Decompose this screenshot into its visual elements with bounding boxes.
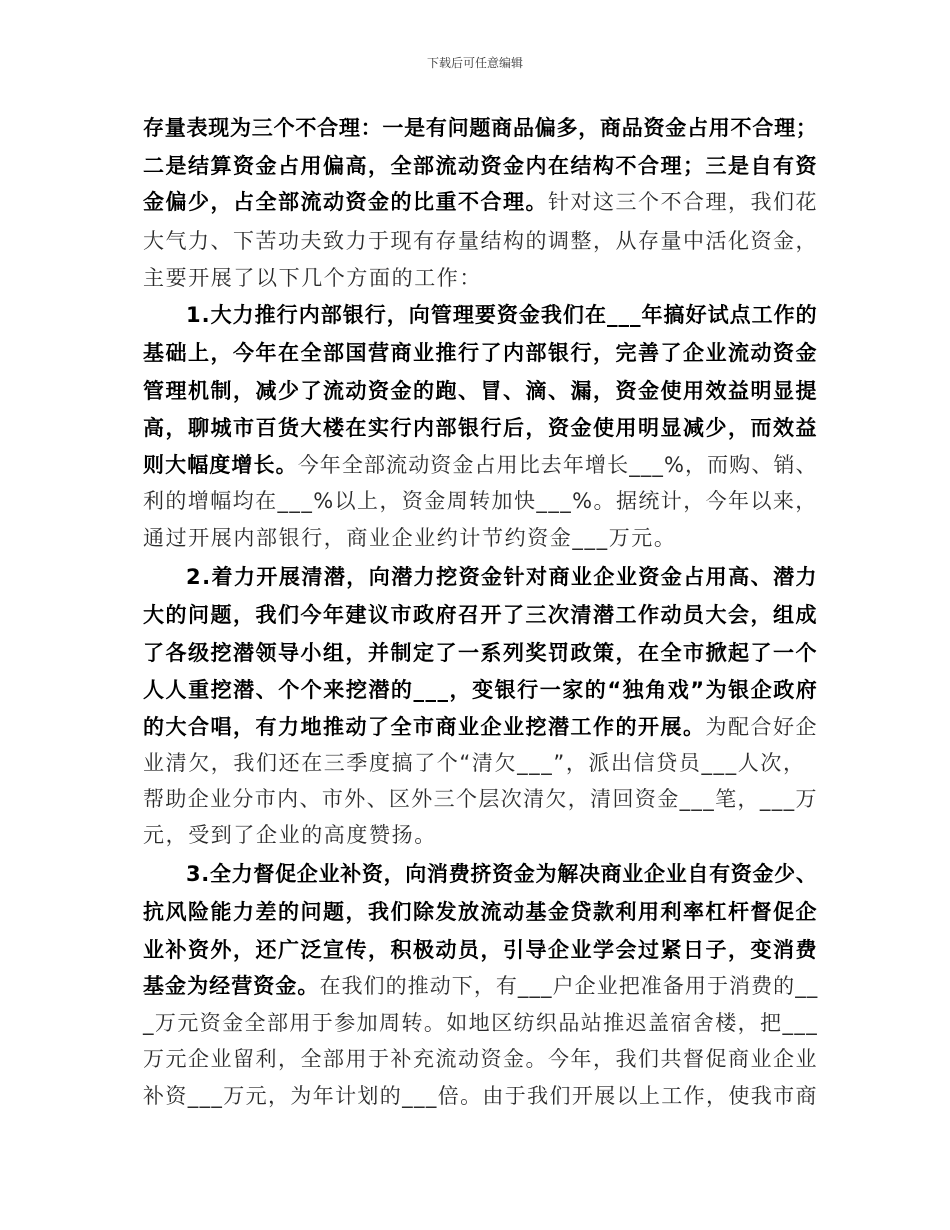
- text-line: [143, 1042, 818, 1076]
- bold-text: 管理机制，减少了流动资金的跑、冒、滴、漏，资金使用效益明显提: [143, 379, 818, 403]
- paragraph-1-start: [186, 298, 818, 332]
- text-line: [143, 933, 818, 967]
- normal-text: 为配合好企: [705, 715, 818, 739]
- bold-text: 的大合唱，有力地推动了全市商业企业挖潜工作的开展。: [143, 715, 706, 739]
- text-line: [143, 261, 482, 295]
- normal-text: 今年全部流动资金占用比去年增长___%，而购、销、: [297, 453, 818, 477]
- text-line: [143, 969, 818, 1003]
- normal-text: 业清欠，我们还在三季度搞了个“清欠___”，派出信贷员___人次，: [143, 751, 806, 775]
- normal-text: 大气力、下苦功夫致力于现有存量结构的调整，从存量中活化资金，: [143, 229, 818, 253]
- normal-text: 元，受到了企业的高度赞扬。: [143, 823, 437, 847]
- bold-text: 基金为经营资金。: [143, 974, 320, 998]
- text-line: [143, 111, 818, 145]
- normal-text: 通过开展内部银行，商业企业约计节约资金___万元。: [143, 526, 677, 550]
- paragraph-2-start: [186, 560, 818, 594]
- bold-text: 存量表现为三个不合理：一是有问题商品偏多，商品资金占用不合理；: [143, 116, 818, 140]
- text-line: [143, 336, 818, 370]
- bold-text: 高，聊城市百货大楼在实行内部银行后，资金使用明显减少，而效益: [143, 416, 818, 440]
- text-line: [143, 448, 818, 482]
- bold-text: 则大幅度增长。: [143, 453, 298, 477]
- bold-text: 抗风险能力差的问题，我们除发放流动基金贷款利用利率杠杆督促企: [143, 900, 818, 924]
- text-line: [143, 673, 818, 707]
- bold-text: 了各级挖潜领导小组，并制定了一系列奖罚政策，在全市掀起了一个: [143, 641, 818, 665]
- text-line: [143, 521, 677, 555]
- normal-text: 在我们的推动下，有___户企业把准备用于消费的__: [319, 974, 819, 998]
- text-line: [143, 710, 818, 744]
- text-line: [143, 224, 818, 258]
- bold-text: 基础上，今年在全部国营商业推行了内部银行，完善了企业流动资金: [143, 341, 818, 365]
- normal-text: 万元企业留利，全部用于补充流动资金。今年，我们共督促商业企业: [143, 1047, 818, 1071]
- text-line: [143, 1006, 818, 1040]
- text-line: [143, 895, 818, 929]
- bold-text: 二是结算资金占用偏高，全部流动资金内在结构不合理；三是自有资: [143, 154, 818, 178]
- bold-text: 2.着力开展清潜，向潜力挖资金针对商业企业资金占用高、潜力: [186, 565, 818, 589]
- text-line: [143, 636, 818, 670]
- normal-text: 针对这三个不合理，我们花: [548, 190, 818, 214]
- text-line: [143, 782, 818, 816]
- page-header: 下载后可任意编辑: [426, 56, 523, 70]
- text-line: [143, 746, 806, 780]
- text-line: [143, 818, 437, 852]
- normal-text: 利的增幅均在___%以上，资金周转加快___%。据统计，今年以来，: [143, 489, 818, 513]
- normal-text: 帮助企业分市内、市外、区外三个层次清欠，清回资金___笔，___万: [143, 787, 818, 811]
- text-line: [143, 149, 818, 183]
- normal-text: _万元资金全部用于参加周转。如地区纺织品站推迟盖宿舍楼，把___: [143, 1011, 819, 1035]
- text-line: [143, 484, 818, 518]
- normal-text: 主要开展了以下几个方面的工作：: [143, 266, 482, 290]
- bold-text: 大的问题，我们今年建议市政府召开了三次清潜工作动员大会，组成: [143, 603, 818, 627]
- text-line: [143, 185, 818, 219]
- text-line: [143, 374, 818, 408]
- bold-text: 业补资外，还广泛宣传，积极动员，引导企业学会过紧日子，变消费: [143, 938, 818, 962]
- bold-text: 人人重挖潜、个个来挖潜的___，变银行一家的“独角戏”为银企政府: [143, 678, 819, 702]
- text-line: [143, 411, 818, 445]
- bold-text: 金偏少，占全部流动资金的比重不合理。: [143, 190, 548, 214]
- text-line: [143, 598, 818, 632]
- bold-text: 3.全力督促企业补资，向消费挤资金为解决商业企业自有资金少、: [186, 862, 818, 886]
- bold-text: 1.大力推行内部银行，向管理要资金我们在___年搞好试点工作的: [186, 303, 818, 327]
- normal-text: 补资___万元，为年计划的___倍。由于我们开展以上工作，使我市商: [143, 1084, 818, 1108]
- paragraph-3-start: [186, 857, 818, 891]
- text-line: [143, 1079, 818, 1113]
